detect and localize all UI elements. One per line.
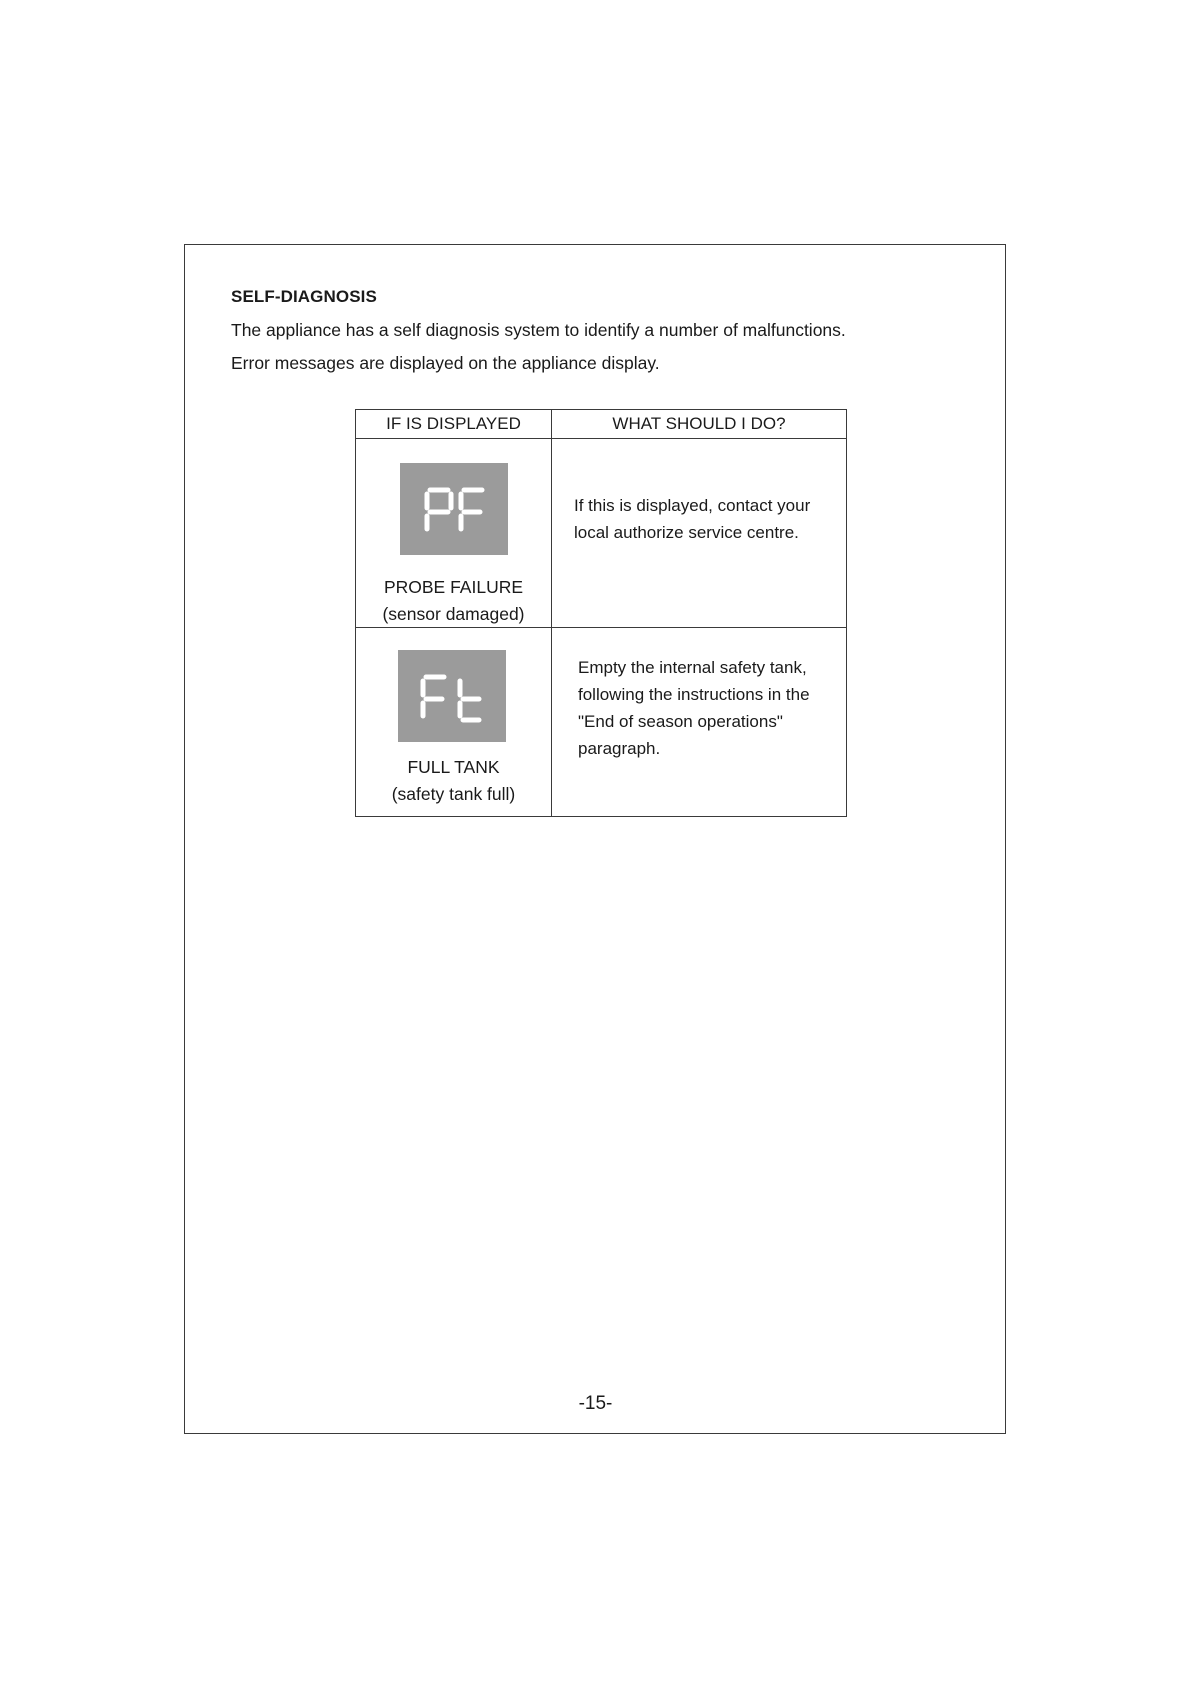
table-row: [356, 628, 847, 817]
error-sublabel: (sensor damaged): [382, 604, 525, 624]
action-line: paragraph.: [578, 739, 661, 758]
action-line: Empty the internal safety tank,: [578, 658, 807, 677]
page-number: -15-: [578, 1393, 613, 1414]
diagnosis-table: [355, 409, 847, 817]
intro-line-2: Error messages are displayed on the appliance display.: [231, 353, 660, 373]
table-header-row: [356, 410, 847, 439]
action-line: following the instructions in the: [578, 685, 810, 704]
lcd-code-ft-icon: [398, 650, 506, 742]
table-row: [356, 439, 847, 628]
intro-line-1: The appliance has a self diagnosis system to identify a number of malfunctions.: [231, 320, 846, 340]
action-line: If this is displayed, contact your: [574, 496, 811, 515]
action-line: local authorize service centre.: [574, 523, 799, 542]
header-if-displayed: IF IS DISPLAYED: [356, 410, 552, 439]
error-label: FULL TANK: [407, 757, 500, 777]
section-title: SELF-DIAGNOSIS: [231, 287, 377, 306]
lcd-code-pf-icon: [400, 463, 508, 555]
display-cell: [356, 439, 552, 628]
display-cell: [356, 628, 552, 817]
action-cell: [552, 439, 847, 628]
action-cell: [552, 628, 847, 817]
action-line: "End of season operations": [578, 712, 783, 731]
error-sublabel: (safety tank full): [391, 784, 516, 804]
error-label: PROBE FAILURE: [383, 577, 524, 597]
header-what-to-do: WHAT SHOULD I DO?: [552, 410, 847, 439]
